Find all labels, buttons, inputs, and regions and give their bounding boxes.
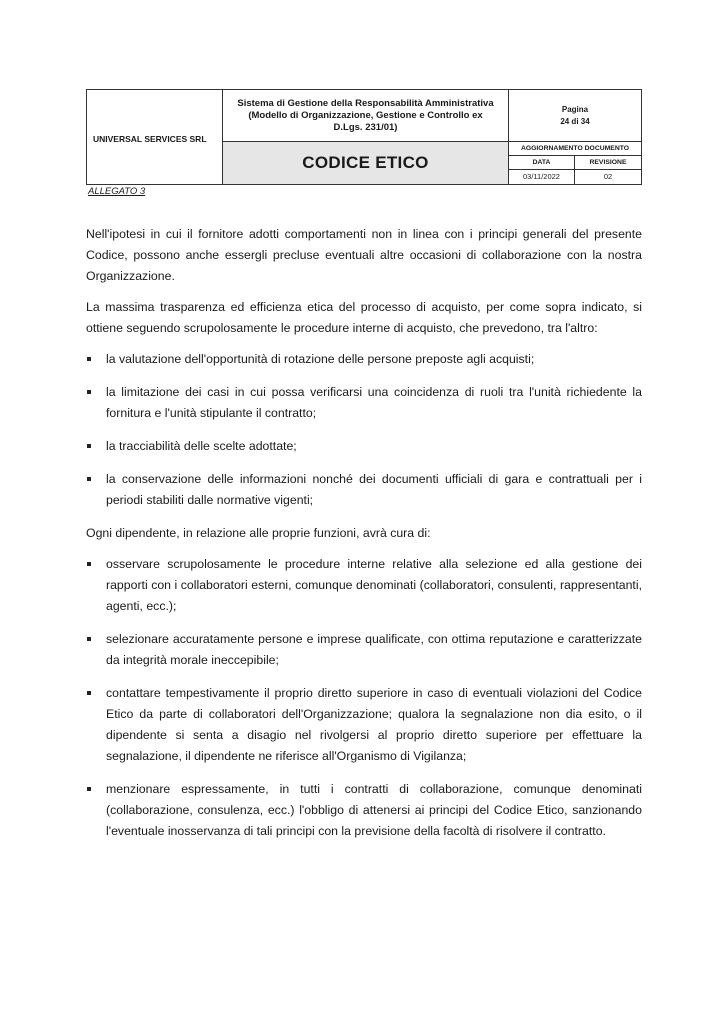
list-item-text: la conservazione delle informazioni nonché dei documenti ufficiali di gara e contrattuali per i periodi stabiliti dalle normative vigenti; [106,472,642,507]
list-item [86,382,642,424]
bullet-icon [87,691,91,695]
page-number-cell [509,90,641,142]
bullet-icon [87,390,91,394]
header-table [86,89,642,185]
list-item [86,683,642,767]
revision-label: REVISIONE [575,156,641,170]
list-item-text: selezionare accuratamente persone e imprese qualificate, con ottima reputazione e caratterizzate da integrità morale ineccepibile; [106,632,642,667]
bullet-icon [87,562,91,566]
system-title-line2: (Modello di Organizzazione, Gestione e Controllo ex D.Lgs. 231/01) [248,110,483,133]
employee-duties-list [86,554,642,842]
system-title [223,90,509,142]
paragraph-procurement: La massima trasparenza ed efficienza etica del processo di acquisto, per come sopra indicato, si ottiene seguendo scrupolosamente le procedure interne di acquisto, che prevedono, tra l'altro: [86,300,642,335]
attachment-label: ALLEGATO 3 [88,186,146,197]
paragraph-employee: Ogni dipendente, in relazione alle proprie funzioni, avrà cura di: [86,526,431,540]
body-text [86,224,642,854]
company-name: UNIVERSAL SERVICES SRL [87,90,223,184]
list-item-text: osservare scrupolosamente le procedure interne relative alla selezione ed alla gestione dei rapporti con i collaboratori esterni, comunque denominati (collaboratori, consulenti, rappresentanti, agenti, ecc.); [106,557,642,613]
bullet-icon [87,787,91,791]
bullet-icon [87,477,91,481]
list-item-text: contattare tempestivamente il proprio diretto superiore in caso di eventuali violazioni del Codice Etico da parte di collaboratori dell'Organizzazione; qualora la segnalazione non dia esito, o il dipendente si senta a disagio nel rivolgersi al proprio diretto superiore per effettuare la segnalazione, il dipendente ne riferisce all'Organismo di Vigilanza; [106,686,642,763]
list-item [86,554,642,617]
paragraph-supplier: Nell'ipotesi in cui il fornitore adotti comportamenti non in linea con i principi generali del presente Codice, possono anche essergli precluse eventuali altre occasioni di collaborazione con la nostra Organizzazione. [86,227,642,283]
page-label: Pagina [561,105,589,114]
list-item [86,469,642,511]
list-item-text: la limitazione dei casi in cui possa verificarsi una coincidenza di ruoli tra l'unità richiedente la fornitura e l'unità stipulante il contratto; [106,385,642,420]
list-item [86,779,642,842]
revision-value: 02 [603,172,613,181]
list-item-text: la tracciabilità delle scelte adottate; [106,439,297,453]
list-item-text: menzionare espressamente, in tutti i contratti di collaborazione, comunque denominati (collaborazione, consulenza, ecc.) l'obbligo di attenersi ai principi del Codice Etico, sanzionando l'eventuale inosservanza di tali principi con la previsione della facoltà di risolvere il contratto. [106,782,642,838]
bullet-icon [87,357,91,361]
update-label: AGGIORNAMENTO DOCUMENTO [509,142,641,156]
system-title-line1: Sistema di Gestione della Responsabilità Amministrativa [237,98,494,109]
date-label: DATA [509,156,575,170]
bullet-icon [87,444,91,448]
document-title: CODICE ETICO [223,142,509,184]
page-number: 24 di 34 [560,117,590,126]
list-item [86,436,642,457]
date-value: 03/11/2022 [509,170,575,184]
bullet-icon [87,637,91,641]
procurement-list [86,349,642,511]
list-item [86,349,642,370]
list-item-text: la valutazione dell'opportunità di rotazione delle persone preposte agli acquisti; [106,352,535,366]
list-item [86,629,642,671]
